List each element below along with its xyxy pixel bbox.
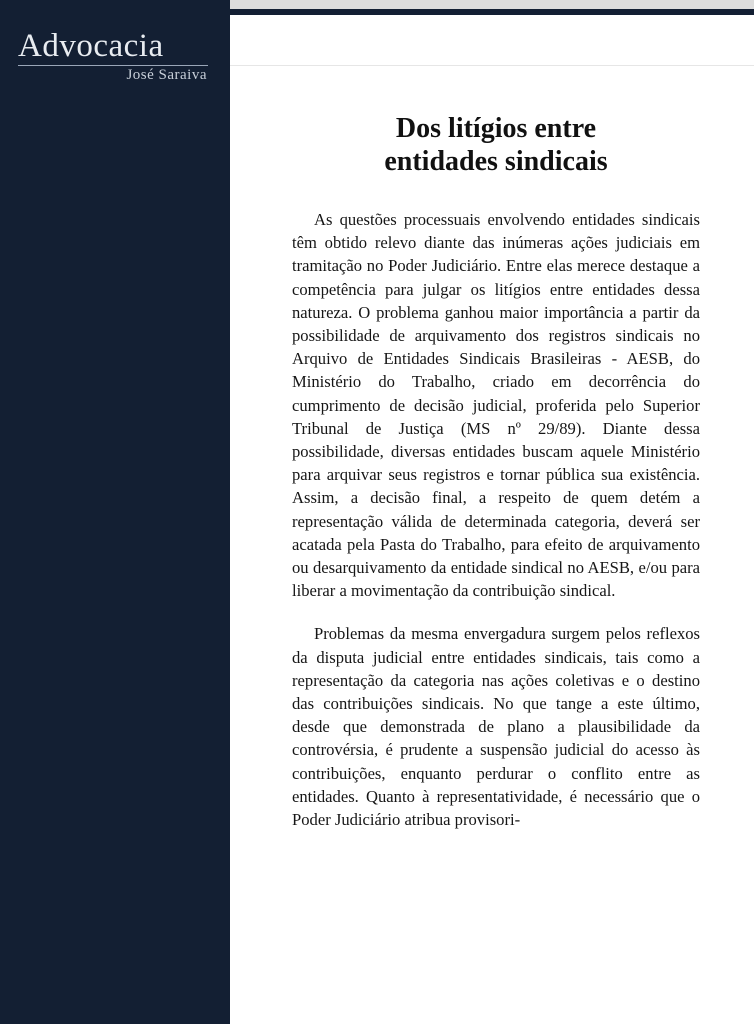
top-bar xyxy=(230,0,754,9)
logo-divider xyxy=(18,65,208,66)
article-paragraph: Problemas da mesma envergadura surgem pelos reflexos da disputa judicial entre entidades sindicais, tais como a representação da categoria nas ações coletivas e o destino das contribuições sindicais. No que tange a este último, desde que demonstrada de plano a plausibilidade da controvérsia, é prudente a suspensão judicial do acesso às contribuições, enquanto perdurar o conflito entre as entidades. Quanto à representatividade, é necessário que o Poder Judiciário atribua provisori- xyxy=(292,624,700,830)
article-title-line-1: Dos litígios entre xyxy=(395,113,597,144)
article-title xyxy=(292,112,700,178)
article-clipping xyxy=(292,112,700,831)
header-strip xyxy=(230,15,754,66)
article-paragraph: As questões processuais envolvendo entidades sindicais têm obtido relevo diante das inúmeras ações judiciais em tramitação no Poder Judiciário. Entre elas merece destaque a competência para julgar os litígios entre entidades dessa natureza. O problema ganhou maior importância a partir da possibilidade de arquivamento dos registros sindicais no Arquivo de Entidades Sindicais Brasileiras - AESB, do Ministério do Trabalho, criado em decorrência do cumprimento de decisão judicial, proferida pelo Superior Tribunal de Justiça (MS nº 29/89). Diante dessa possibilidade, diversas entidades buscam aquele Ministério para arquivar seus registros e tornar pública sua existência. Assim, a decisão final, a respeito de quem detém a representação válida de determinada categoria, deverá ser acatada pela Pasta do Trabalho, para efeito de arquivamento ou desarquivamento da entidade sindical no AESB, e/ou para liberar a movimentação da contribuição sindical. xyxy=(292,210,700,601)
sidebar xyxy=(0,0,230,1024)
article-title-line-2: entidades sindicais xyxy=(384,146,608,177)
logo-title: Advocacia xyxy=(18,28,164,64)
logo-subtitle: José Saraiva xyxy=(126,67,207,83)
site-logo[interactable] xyxy=(18,28,213,84)
